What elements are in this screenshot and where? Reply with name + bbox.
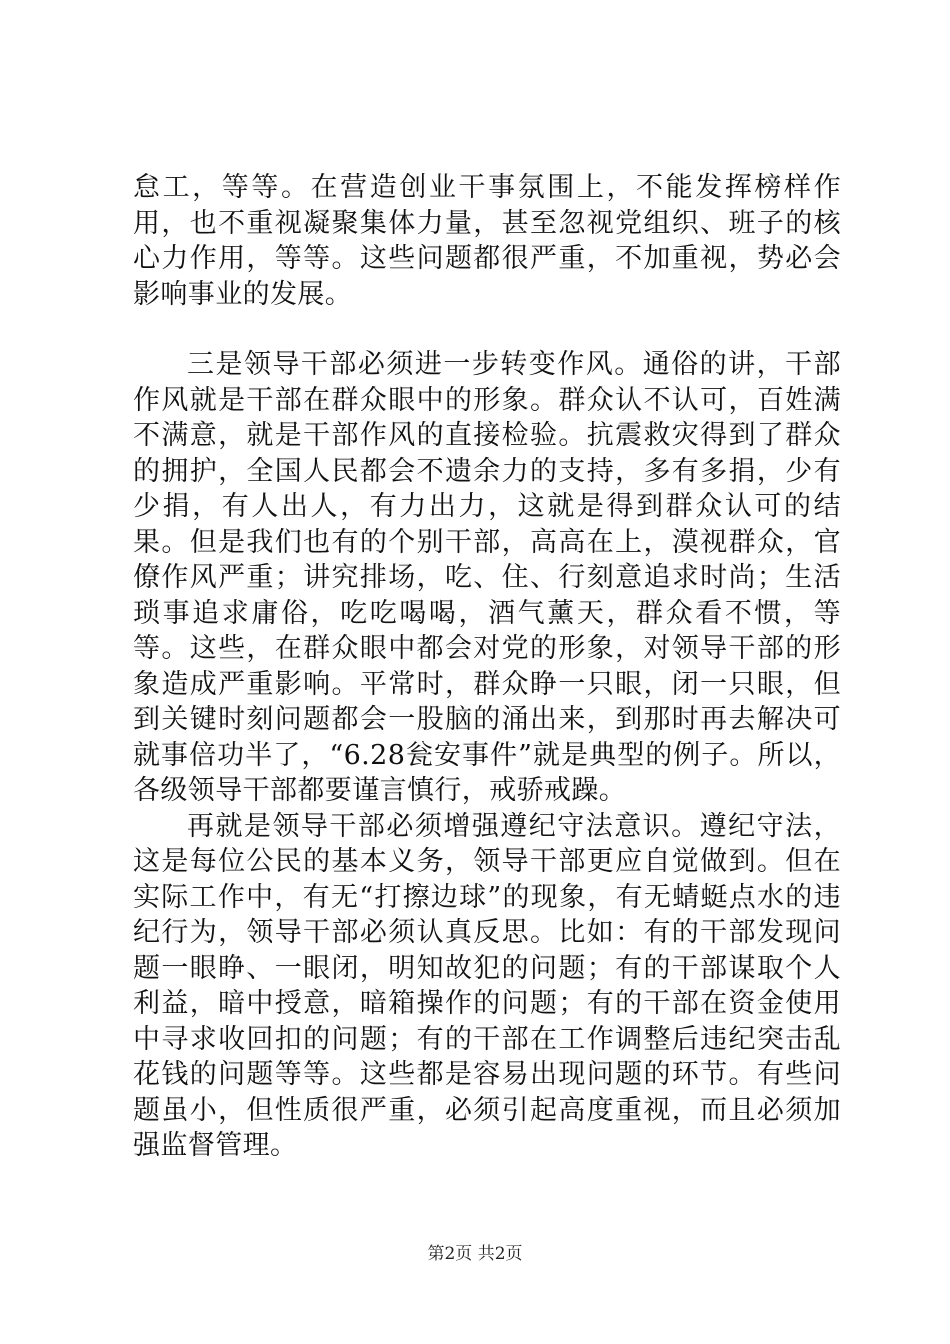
paragraph-discipline: 再就是领导干部必须增强遵纪守法意识。遵纪守法，这是每位公民的基本义务，领导干部更应自觉做到。但在实际工作中，有无“打擦边球”的现象，有无蜻蜓点水的违纪行为，领导干部必须认真反思。比如：有的干部发现问题一眼睁、一眼闭，明知故犯的问题；有的干部谋取个人利益，暗中授意，暗箱操作的问题；有的干部在资金使用中寻求收回扣的问题；有的干部在工作调整后违纪突击乱花钱的问题等等。这些都是容易出现问题的环节。有些问题虽小，但性质很严重，必须引起高度重视，而且必须加强监督管理。 bbox=[133, 810, 841, 1161]
page-number-footer: 第2页 共2页 bbox=[427, 1244, 523, 1264]
paragraph-work-style: 三是领导干部必须进一步转变作风。通俗的讲，干部作风就是干部在群众眼中的形象。群众认不认可，百姓满不满意，就是干部作风的直接检验。抗震救灾得到了群众的拥护，全国人民都会不遗余力的支持，多有多捐，少有少捐，有人出人，有力出力，这就是得到群众认可的结果。但是我们也有的个别干部，高高在上，漠视群众，官僚作风严重；讲究排场，吃、住、行刻意追求时尚；生活琐事追求庸俗，吃吃喝喝，酒气薰天，群众看不惯，等等。这些，在群众眼中都会对党的形象，对领导干部的形象造成严重影响。平常时，群众睁一只眼，闭一只眼，但到关键时刻问题都会一股脑的涌出来，到那时再去解决可就事倍功半了，“6.28瓮安事件”就是典型的例子。所以，各级领导干部都要谨言慎行，戒骄戒躁。 bbox=[133, 349, 841, 806]
paragraph-continuation: 怠工，等等。在营造创业干事氛围上，不能发挥榜样作用，也不重视凝聚集体力量，甚至忽视党组织、班子的核心力作用，等等。这些问题都很严重，不加重视，势必会影响事业的发展。 bbox=[133, 172, 841, 310]
document-body bbox=[133, 170, 841, 1164]
